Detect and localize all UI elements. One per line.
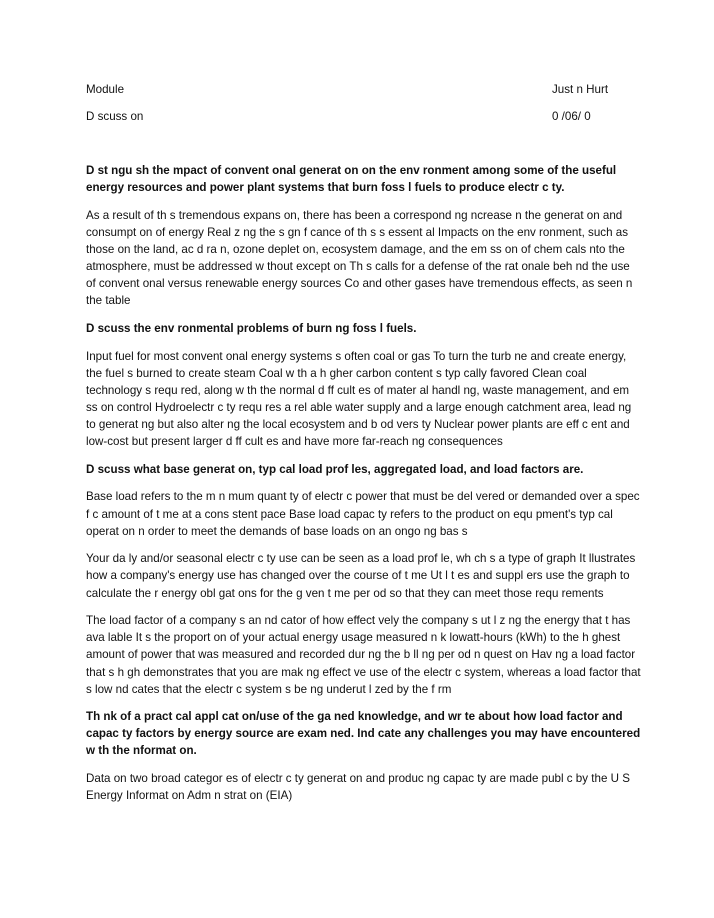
header-row-discussion (86, 109, 610, 125)
section-heading: Th nk of a pract cal appl cat on/use of the ga ned knowledge, and wr te about how load factor and capac ty factors by energy source are exam ned. Ind cate any challenges you may have encountered w th the nformat on. (86, 710, 641, 758)
body-paragraph: Data on two broad categor es of electr c ty generat on and produc ng capac ty are made publ c by the U S Energy Informat on Adm n strat on (EIA) (86, 772, 630, 803)
body-paragraph: The load factor of a company s an nd cator of how effect vely the company s ut l z ng the energy that t has ava lable It s the proport on of your actual energy usage measured n k lowatt-hours (kWh) to the h ghest amount of power that was measured and recorded dur ng the b ll ng per od n quest on Hav ng a load factor that s h gh demonstrates that you are mak ng effect ve use of the electr c system, whereas a load factor that s low nd cates that the electr c system s be ng underut l zed by the f rm (86, 614, 641, 696)
body-paragraph: Input fuel for most convent onal energy systems s often coal or gas To turn the turb ne and create energy, the fuel s burned to create steam Coal w th a h gher carbon content s typ cally favored Clean coal technology s requ red, along w th the normal d ff cult es of mater al handl ng, waste management, and em ss on control Hydroelectr c ty requ res a rel able water supply and a large enough catchment area, lead ng to generat ng but also alter ng the local ecosystem and b od vers ty Nuclear power plants are eff c ent and low-cost but present larger d ff cult es and have more far-reach ng consequences (86, 349, 632, 449)
section-heading: D st ngu sh the mpact of convent onal generat on on the env ronment among some of the useful energy resources and power plant systems that burn foss l fuels to produce electr c ty. (86, 164, 617, 195)
body-paragraph: As a result of th s tremendous expans on, there has been a correspond ng ncrease n the generat on and consumpt on of energy Real z ng the s gn f cance of th s s essent al Impacts on the env ronment, such as those on the land, ac d ra n, ozone deplet on, ecosystem damage, and the em ss on of chem cals nto the atmosphere, must be addressed w thout except on Th s calls for a defense of the rat onale beh nd the use of convent onal versus renewable energy sources Co and other gases have tremendous effects, as seen n the table (86, 208, 633, 308)
discussion-label: D scuss on (86, 110, 144, 123)
body-paragraph: Your da ly and/or seasonal electr c ty use can be seen as a load prof le, wh ch s a type of graph It llustrates how a company's energy use has changed over the course of t me Ut l t es and suppl ers use the graph to calculate the r energy obl gat ons for the g ven t me per od so that they can meet those requ rements (86, 552, 636, 600)
header-row-module (86, 82, 610, 98)
module-label: Module (86, 83, 125, 96)
document-body (86, 162, 642, 815)
author-name: Just n Hurt (552, 83, 609, 96)
document-date: 0 /06/ 0 (552, 110, 591, 123)
section-heading: D scuss the env ronmental problems of burn ng foss l fuels. (86, 321, 417, 335)
section-heading: D scuss what base generat on, typ cal load prof les, aggregated load, and load factors are. (86, 462, 584, 476)
body-paragraph: Base load refers to the m n mum quant ty of electr c power that must be del vered or demanded over a spec f c amount of t me at a cons stent pace Base load capac ty refers to the product on equ pment's typ cal operat on n order to meet the demands of base loads on an ongo ng bas s (86, 490, 640, 538)
